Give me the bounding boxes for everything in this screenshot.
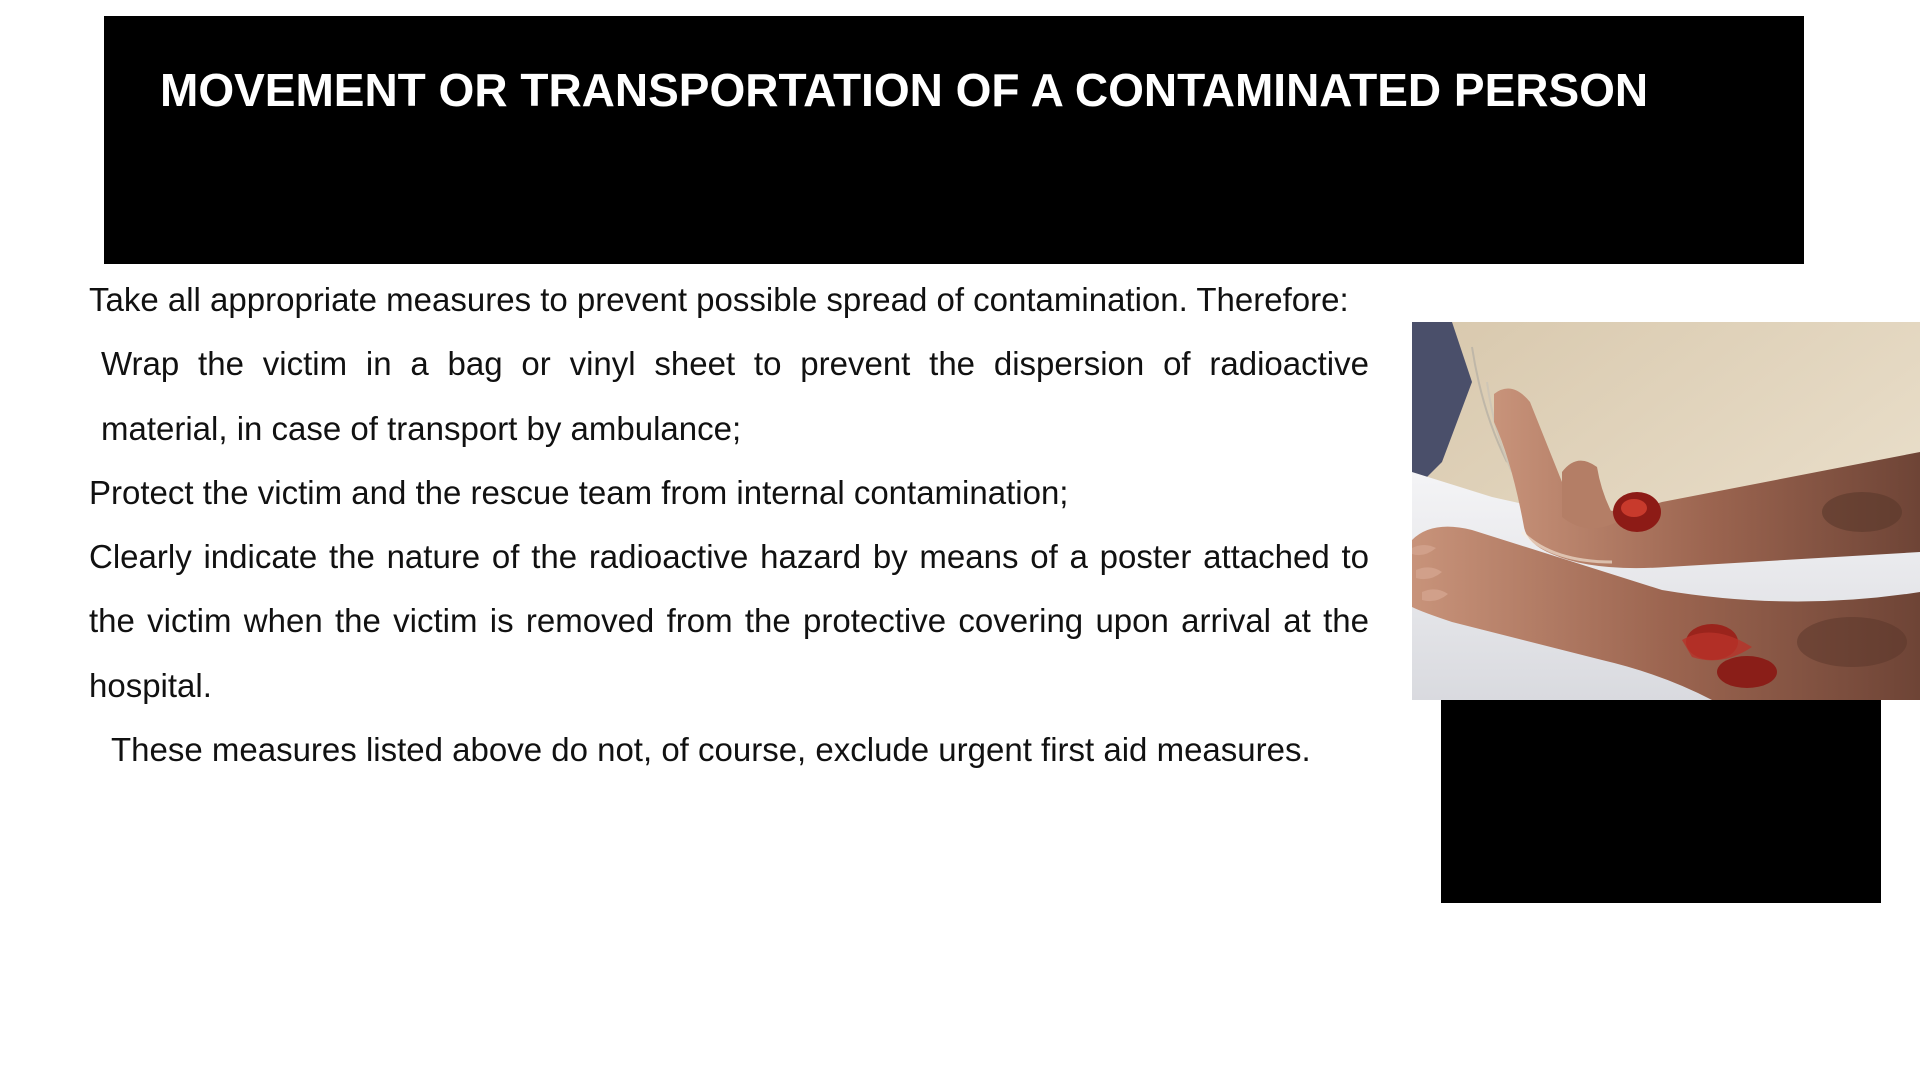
paragraph-intro: Take all appropriate measures to prevent possible spread of contamination. Therefore: — [89, 281, 1349, 318]
wound-photo-illustration — [1412, 322, 1920, 700]
paragraph-first-aid: These measures listed above do not, of course, exclude urgent first aid measures. — [111, 731, 1311, 769]
paragraph-protect-team: Protect the victim and the rescue team from internal contamination; — [89, 473, 1069, 511]
paragraph-wrap-victim: Wrap the victim in a bag or vinyl sheet to prevent the dispersion of radioactive material, in case of transport by ambulance; — [101, 345, 1369, 447]
paragraph-hazard-poster: Clearly indicate the nature of the radioactive hazard by means of a poster attached to the victim when the victim is removed from the protective covering upon arrival at the hospital. — [89, 538, 1369, 704]
photo-backing-block — [1441, 690, 1881, 903]
slide-body — [89, 268, 1369, 782]
slide-title: MOVEMENT OR TRANSPORTATION OF A CONTAMINATED PERSON — [160, 64, 1649, 116]
wound-photo — [1412, 322, 1920, 700]
title-banner — [104, 16, 1804, 264]
